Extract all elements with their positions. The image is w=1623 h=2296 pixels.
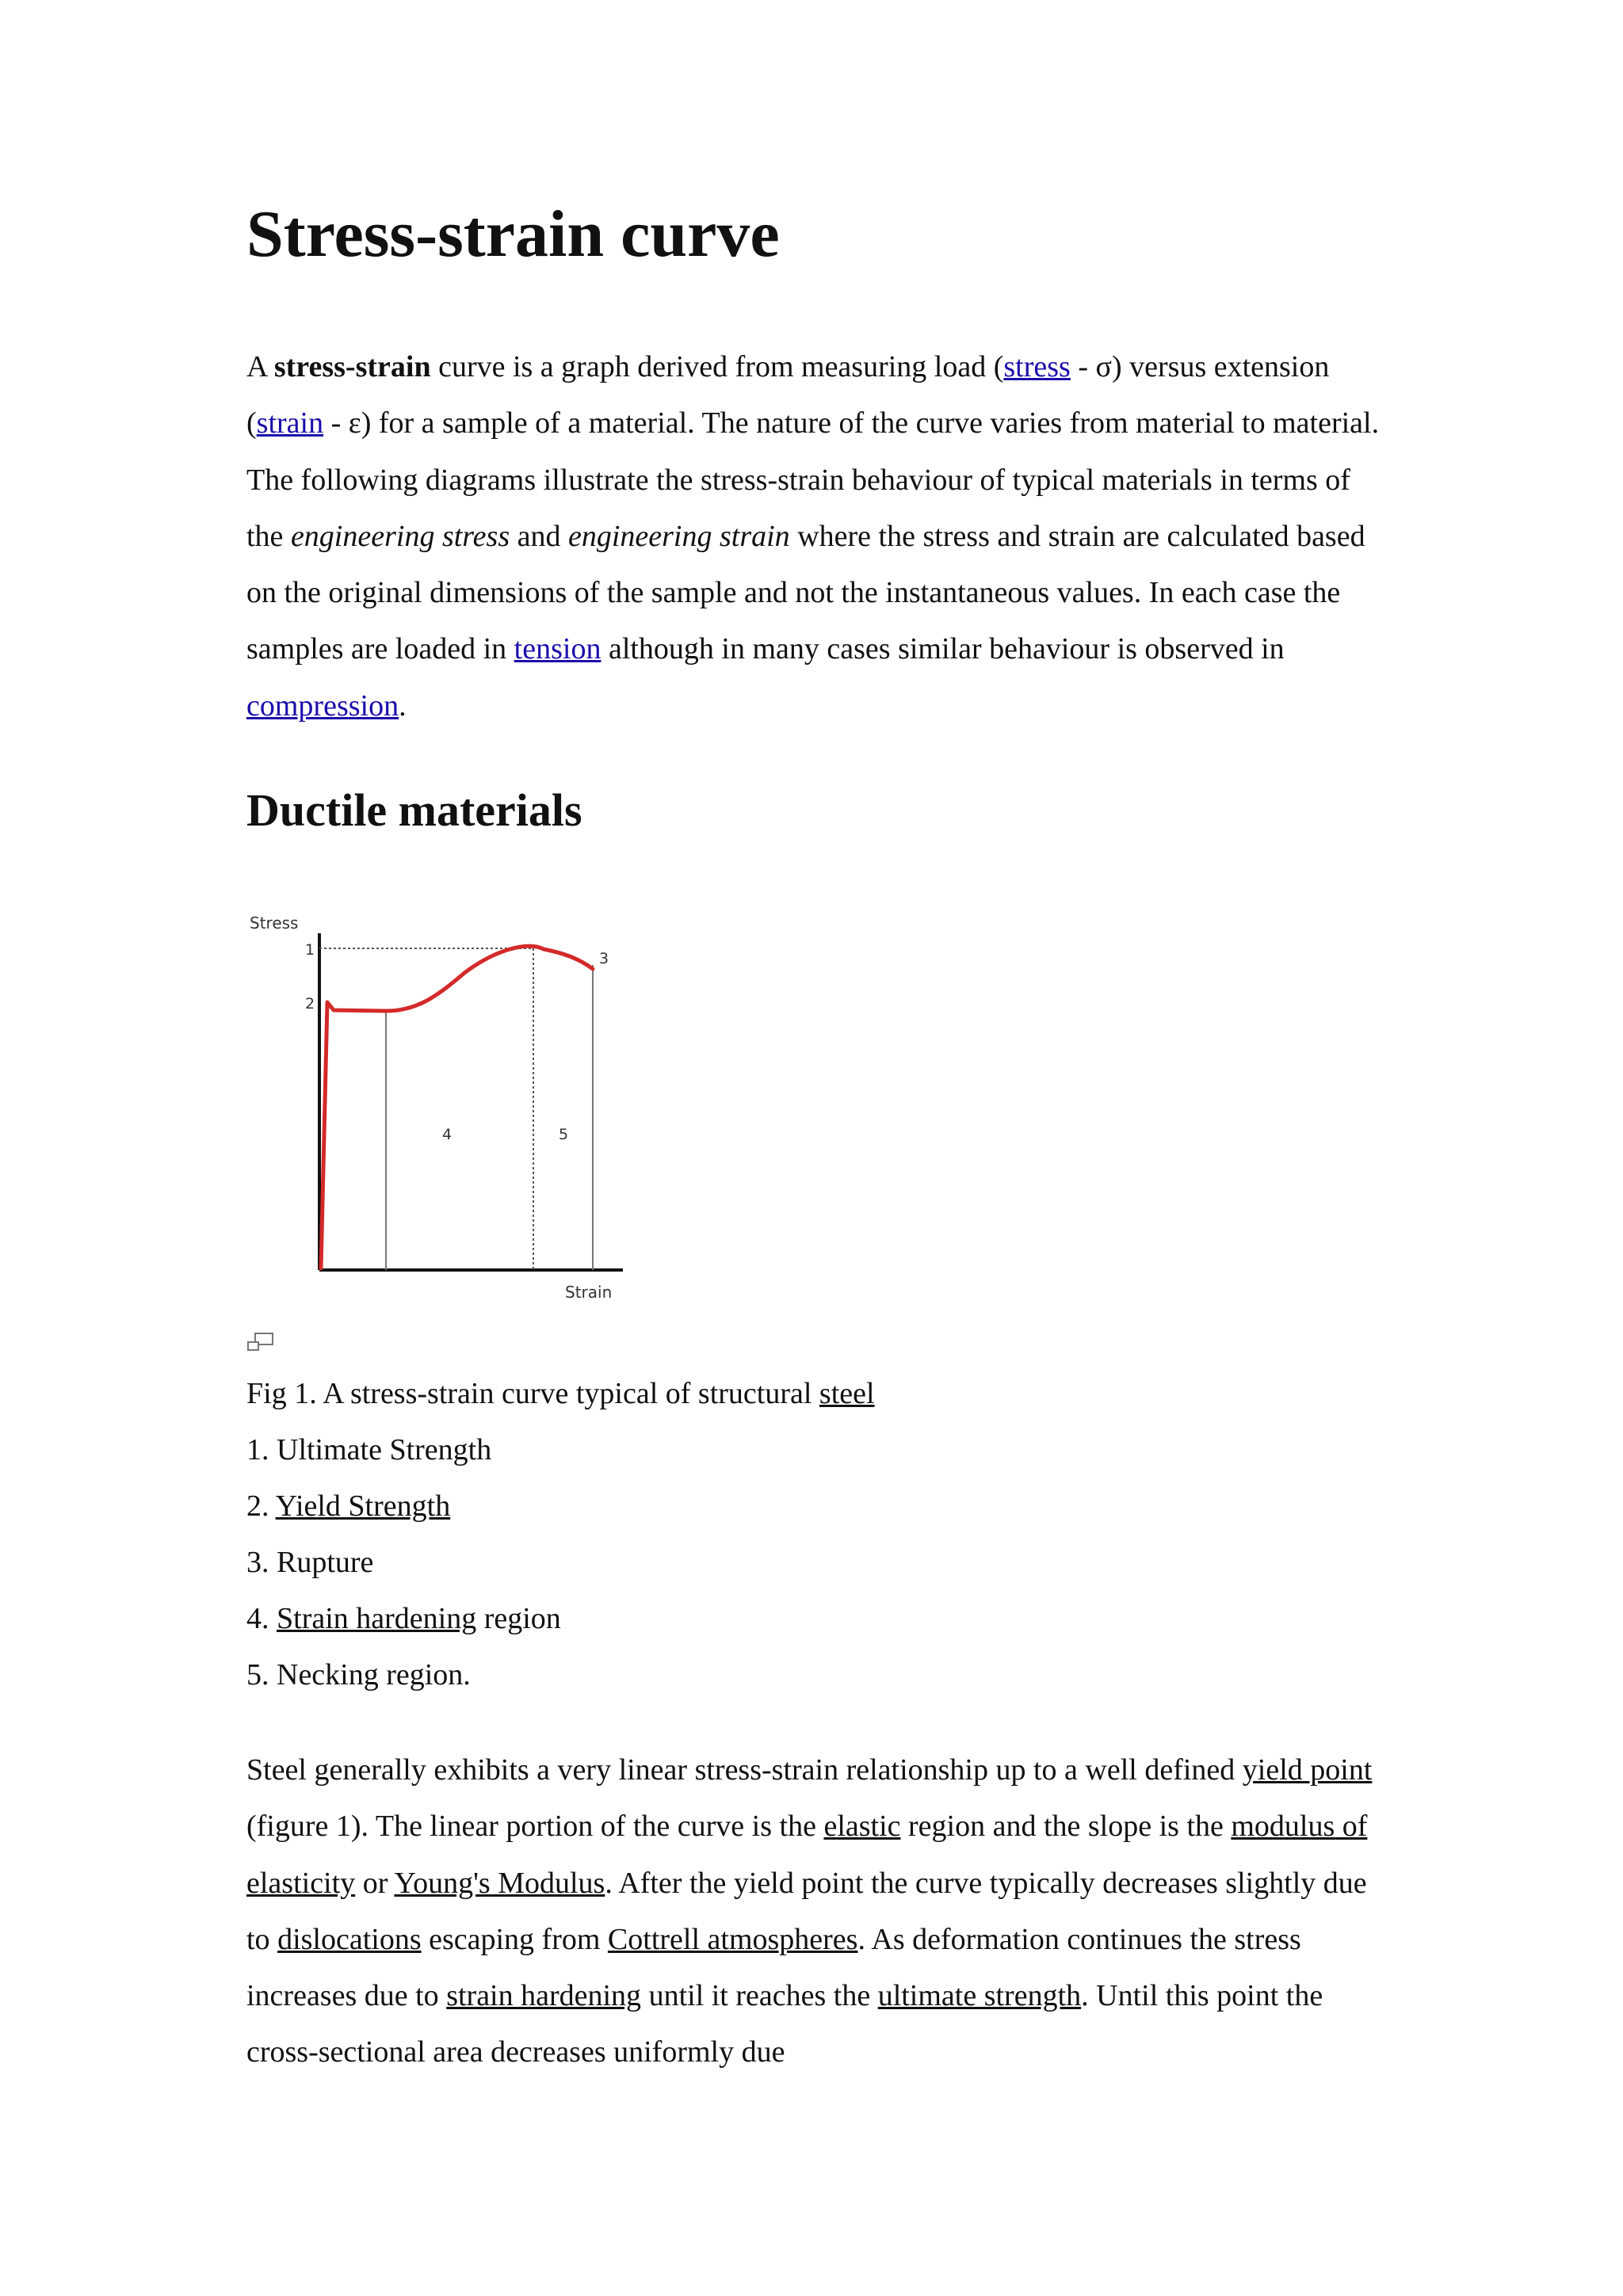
link-strain-hardening-body[interactable]: strain hardening [446,1979,642,2013]
term-stress-strain: stress-strain [273,350,431,383]
strain-axis-label: Strain [565,1283,613,1302]
marker-2-label: 2 [305,995,315,1013]
region-4-label: 4 [442,1126,453,1143]
link-strain[interactable]: strain [256,406,324,441]
marker-1-label: 1 [305,941,315,959]
link-dislocations[interactable]: dislocations [277,1922,422,1956]
caption-item-2: 2. Yield Strength [246,1489,451,1523]
page-title: Stress-strain curve [246,197,780,271]
link-stress[interactable]: stress [1003,350,1071,383]
link-ultimate-strength[interactable]: ultimate strength [877,1979,1082,2013]
link-strain-hardening[interactable]: Strain hardening [277,1602,477,1635]
link-elastic[interactable]: elastic [823,1810,901,1844]
link-steel[interactable]: steel [819,1377,875,1410]
plot-frame [319,933,623,1270]
link-compression[interactable]: compression [246,688,399,723]
caption-item-3: 3. Rupture [246,1546,374,1579]
stress-strain-figure[interactable] [246,910,635,1314]
link-tension[interactable]: tension [514,632,601,666]
term-engineering-strain: engineering strain [567,519,790,553]
intro-paragraph: A stress-strain curve is a graph derived from measuring load (stress - σ) versus extension (strain - ε) for a sample of a material. The nature of the curve varies from material to material. The following diagrams illustrate the stress-strain behaviour of typical materials in terms of the engineering stress and engineering strain where the stress and strain are calculated based on the original dimensions of the sample and not the instantaneous values. In each case the samples are loaded in tension although in many cases similar behaviour is observed in compression. [246,350,1380,723]
body-paragraph-steel: Steel generally exhibits a very linear stress-strain relationship up to a well defined yield point (figure 1). The linear portion of the curve is the elastic region and the slope is the modulus of elasticity or Young's Modulus. After the yield point the curve typically decreases slightly due to dislocations escaping from Cottrell atmospheres. As deformation continues the stress increases due to strain hardening until it reaches the ultimate strength. Until this point the cross-sectional area decreases uniformly due [246,1753,1373,2069]
caption-item-1: 1. Ultimate Strength [246,1433,492,1466]
term-engineering-stress: engineering stress [290,519,510,553]
link-yield-strength[interactable]: Yield Strength [275,1489,451,1523]
figure-caption: Fig 1. A stress-strain curve typical of structural steel [246,1377,875,1410]
marker-3-label: 3 [599,950,609,967]
link-cottrell-atmospheres[interactable]: Cottrell atmospheres [607,1922,858,1956]
region-5-label: 5 [559,1126,569,1143]
link-youngs-modulus[interactable]: Young's Modulus [394,1866,605,1900]
link-yield-point[interactable]: yield point [1242,1753,1373,1787]
caption-item-5: 5. Necking region. [246,1658,471,1691]
link-modulus-of-elasticity[interactable]: modulus of elasticity [246,1810,1368,1900]
caption-item-4: 4. Strain hardening region [246,1602,561,1635]
stress-axis-label: Stress [250,913,299,933]
enlarge-icon[interactable] [246,1331,275,1353]
stress-strain-curve [321,946,593,1268]
section-heading-ductile: Ductile materials [246,784,582,836]
